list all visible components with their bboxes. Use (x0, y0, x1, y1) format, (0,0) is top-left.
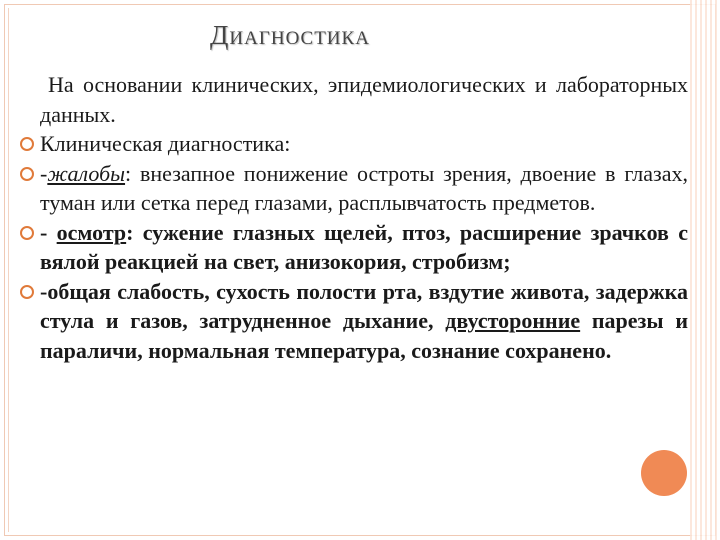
item-colon: : (126, 219, 134, 245)
bullet-icon (20, 167, 34, 181)
item-label: двусторонние (445, 308, 581, 333)
item-colon: : (125, 160, 132, 186)
intro-paragraph: На основании клинических, эпидемиологических и лабораторных данных. (40, 72, 688, 127)
item-prefix: - (40, 160, 48, 186)
item-label: жалобы (47, 160, 126, 186)
slide-title: Диагностика (210, 20, 370, 50)
decorative-circle (641, 450, 687, 496)
bullet-item-clinical (20, 129, 688, 159)
item-text-line2: парезы и параличи, нормальная температура, сознание сохранено. (40, 308, 689, 363)
item-text: сужение глазных щелей, птоз, расширение зрачков с вялой реакцией на свет, анизокория, стробизм; (40, 219, 688, 274)
frame-right-stripes (690, 0, 720, 540)
item-text: Клиническая диагностика: (40, 131, 291, 156)
frame-left-line (8, 8, 9, 532)
bullet-icon (20, 226, 34, 240)
bullet-icon (20, 285, 34, 299)
bullet-item-complaints (20, 159, 688, 218)
bullet-icon (20, 137, 34, 151)
bullet-item-exam (20, 218, 688, 277)
slide-content (20, 70, 688, 365)
item-text: внезапное понижение остроты зрения, двоение в глазах, туман или сетка перед глазами, расплывчатость предметов. (40, 160, 688, 215)
item-label: осмотр (56, 219, 127, 245)
item-text-line1: -общая слабость, сухость полости рта, вздутие живота, задержка стула и газов, затрудненное дыхание, (40, 278, 688, 333)
bullet-item-general (20, 277, 688, 366)
item-prefix: - (40, 219, 57, 245)
